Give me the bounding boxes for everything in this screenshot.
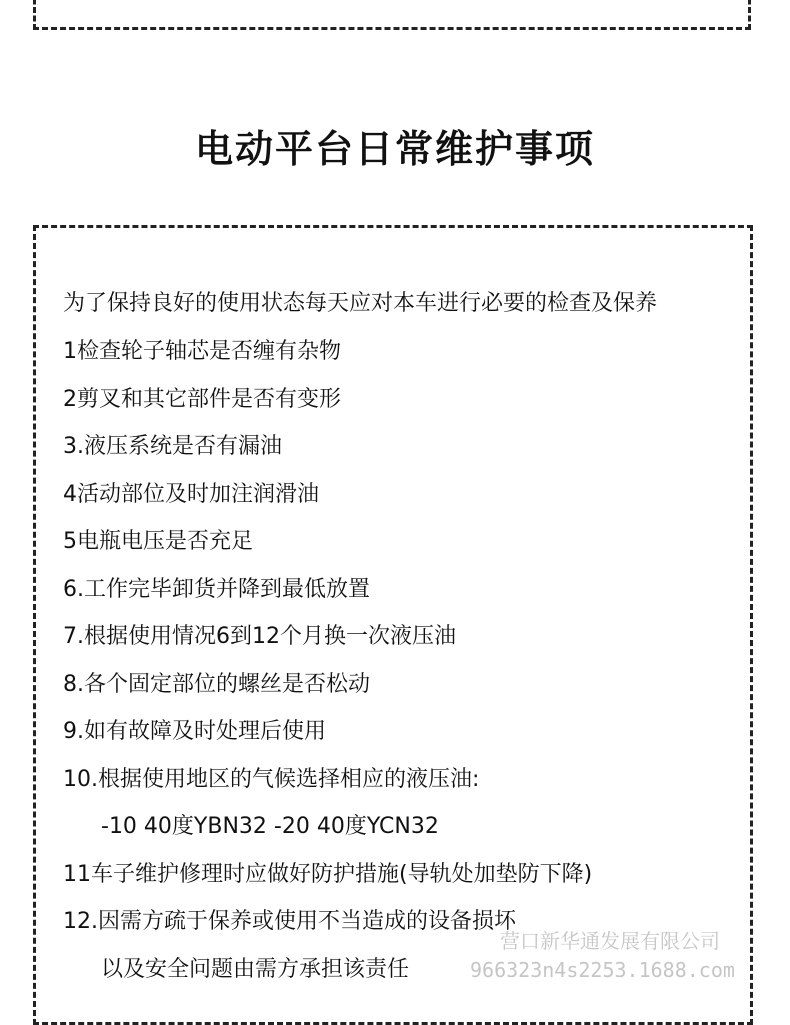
list-item: 1检查轮子轴芯是否缠有杂物 <box>63 339 341 364</box>
list-item: 9.如有故障及时处理后使用 <box>63 719 326 744</box>
list-item: 4活动部位及时加注润滑油 <box>63 481 319 507</box>
list-item: 3.液压系统是否有漏油 <box>63 434 282 459</box>
top-dashed-box <box>33 0 751 30</box>
list-item: 6.工作完毕卸货并降到最低放置 <box>63 576 370 602</box>
list-item-subline: -10 40度YBN32 -20 40度YCN32 <box>101 814 439 839</box>
intro-text: 为了保持良好的使用状态每天应对本车进行必要的检查及保养 <box>63 291 658 316</box>
list-item: 2剪叉和其它部件是否有变形 <box>63 386 341 412</box>
watermark-url: 966323n4s2253.1688.com <box>470 958 735 982</box>
list-item-subline: 以及安全问题由需方承担该责任 <box>101 956 410 982</box>
list-item: 5电瓶电压是否充足 <box>63 529 253 554</box>
list-item: 12.因需方疏于保养或使用不当造成的设备损坏 <box>63 909 516 934</box>
list-item: 11车子维护修理时应做好防护措施(导轨处加垫防下降) <box>63 861 593 887</box>
list-item: 7.根据使用情况6到12个月换一次液压油 <box>63 624 456 649</box>
watermark-company: 营口新华通发展有限公司 <box>500 929 720 953</box>
page-title: 电动平台日常维护事项 <box>194 127 595 171</box>
maintenance-list <box>63 334 592 999</box>
list-item: 8.各个固定部位的螺丝是否松动 <box>63 671 370 697</box>
list-item: 10.根据使用地区的气候选择相应的液压油: <box>63 766 480 792</box>
